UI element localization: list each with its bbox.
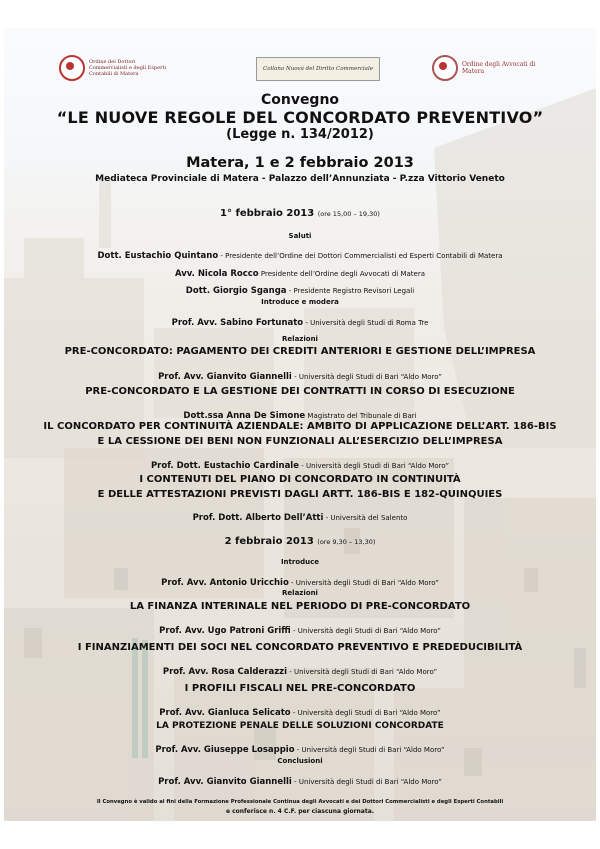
speaker-name: Prof. Avv. Giuseppe Losappio — [155, 745, 295, 755]
talk-topic: PRE-CONCORDATO E LA GESTIONE DEI CONTRATTI IN CORSO DI ESECUZIONE — [85, 386, 515, 397]
speaker-name: Prof. Avv. Antonio Uricchio — [161, 578, 289, 588]
talk-topic: I FINANZIAMENTI DEI SOCI NEL CONCORDATO PREVENTIVO E PREDEDUCIBILITÀ — [77, 642, 523, 653]
speaker-affiliation: Magistrato del Tribunale di Bari — [305, 412, 417, 420]
talk-topic: LA FINANZA INTERINALE NEL PERIODO DI PRE-CONCORDATO — [129, 601, 471, 612]
talk-speaker — [4, 659, 596, 678]
logo-collana — [256, 57, 380, 81]
talk-speaker — [4, 364, 596, 383]
saluti-row — [4, 278, 596, 297]
talk-topic: IL CONCORDATO PER CONTINUITÀ AZIENDALE: AMBITO DI APPLICAZIONE DELL’ART. 186-BIS — [43, 421, 557, 432]
speaker-affiliation: - Università degli Studi di Bari “Aldo Moro” — [291, 373, 442, 381]
talk-speaker — [4, 453, 596, 472]
day2-relazioni-label: Relazioni — [282, 589, 318, 597]
footer-note-line2: e conferisce n. 4 C.F. per ciascuna giornata. — [225, 808, 375, 815]
day1-relazioni-label: Relazioni — [282, 335, 318, 343]
speaker-affiliation: Presidente dell’Ordine degli Avvocati di Matera — [258, 270, 426, 278]
speaker-name: Prof. Avv. Gianluca Selicato — [159, 708, 291, 718]
logo-left-text: Ordine dei Dottori Commercialisti e degli Esperti Contabili di Matera — [89, 59, 167, 77]
talk-topic: I PROFILI FISCALI NEL PRE-CONCORDATO — [184, 683, 416, 694]
speaker-affiliation: - Università degli Studi di Bari “Aldo Moro” — [290, 627, 441, 635]
day2-intro-label: Introduce — [280, 558, 320, 566]
talk-speaker — [4, 700, 596, 719]
speaker-name: Prof. Avv. Ugo Patroni Griffi — [159, 626, 291, 636]
event-venue: Mediateca Provinciale di Matera - Palazzo dell’Annunziata - P.zza Vittorio Veneto — [95, 174, 505, 184]
logo-mid-text: Collana Nuova del Diritto Commerciale — [263, 66, 373, 72]
talk-topic: E DELLE ATTESTAZIONI PREVISTI DAGLI ARTT. 186-BIS E 182-QUINQUIES — [97, 489, 503, 500]
day2-conclusioni-label: Conclusioni — [277, 757, 323, 765]
poster — [4, 28, 596, 821]
speaker-affiliation: - Presidente dell’Ordine dei Dottori Commercialisti ed Esperti Contabili di Matera — [218, 252, 503, 260]
talk-speaker — [4, 618, 596, 637]
speaker-name: Prof. Avv. Gianvito Giannelli — [158, 372, 292, 382]
logo-ordine-commercialisti — [59, 53, 169, 83]
speaker-name: Prof. Avv. Sabino Fortunato — [171, 318, 304, 328]
day1-date: 1° febbraio 2013 — [220, 208, 315, 219]
day2-date: 2 febbraio 2013 — [224, 536, 314, 547]
event-place-date: Matera, 1 e 2 febbraio 2013 — [186, 155, 414, 171]
saluti-row — [4, 243, 596, 262]
logo-ordine-avvocati — [432, 53, 542, 83]
speaker-affiliation: - Università del Salento — [323, 514, 408, 522]
talk-topic: LA PROTEZIONE PENALE DELLE SOLUZIONI CONCORDATE — [156, 721, 444, 731]
talk-speaker — [4, 737, 596, 756]
seal-icon — [432, 55, 458, 81]
talk-topic: PRE-CONCORDATO: PAGAMENTO DEI CREDITI ANTERIORI E GESTIONE DELL’IMPRESA — [64, 346, 536, 357]
speaker-affiliation: - Università degli Studi di Bari “Aldo Moro” — [294, 746, 445, 754]
day2-date-line — [4, 536, 596, 547]
speaker-affiliation: - Università degli Studi di Bari “Aldo Moro” — [290, 709, 441, 717]
logos-bar — [4, 53, 596, 83]
speaker-name: Dott.ssa Anna De Simone — [183, 411, 306, 421]
day2-intro-row — [4, 570, 596, 589]
speaker-name: Prof. Dott. Eustachio Cardinale — [150, 461, 299, 471]
day1-date-line — [4, 208, 596, 219]
header-convegno: Convegno — [260, 92, 340, 108]
speaker-affiliation: - Presidente Registro Revisori Legali — [286, 287, 415, 295]
header-title: “LE NUOVE REGOLE DEL CONCORDATO PREVENTIVO” — [56, 108, 544, 127]
talk-topic: E LA CESSIONE DEI BENI NON FUNZIONALI ALL’ESERCIZIO DELL’IMPRESA — [97, 436, 503, 447]
day1-time: (ore 15,00 – 19,30) — [317, 210, 380, 218]
footer-note-line1: Il Convegno è valido ai fini della Formazione Professionale Continua degli Avvocati e dei Dottori Commercialisti e degli Esperti Contabili — [96, 799, 504, 805]
poster-content — [4, 28, 596, 821]
day1-saluti-label: Saluti — [288, 232, 312, 240]
speaker-name: Prof. Avv. Gianvito Giannelli — [158, 777, 292, 787]
talk-speaker — [4, 403, 596, 422]
day2-conclusioni-row — [4, 769, 596, 788]
day2-time: (ore 9,30 – 13,30) — [317, 538, 376, 546]
speaker-affiliation: - Università degli Studi di Bari “Aldo Moro” — [291, 778, 442, 786]
speaker-name: Prof. Avv. Rosa Calderazzi — [162, 667, 288, 677]
header-law: (Legge n. 134/2012) — [226, 127, 374, 142]
speaker-name: Avv. Nicola Rocco — [174, 269, 259, 279]
speaker-name: Prof. Dott. Alberto Dell’Atti — [192, 513, 324, 523]
speaker-name: Dott. Eustachio Quintano — [97, 251, 219, 261]
speaker-affiliation: - Università degli Studi di Bari “Aldo Moro” — [287, 668, 438, 676]
speaker-affiliation: - Università degli Studi di Bari “Aldo Moro” — [298, 462, 450, 470]
speaker-affiliation: - Università degli Studi di Roma Tre — [303, 319, 429, 327]
day1-intro-row — [4, 310, 596, 329]
logo-right-text: Ordine degli Avvocati di Matera — [462, 61, 536, 75]
talk-topic: I CONTENUTI DEL PIANO DI CONCORDATO IN CONTINUITÀ — [139, 474, 461, 485]
seal-icon — [59, 55, 85, 81]
day1-intro-label: Introduce e modera — [261, 298, 339, 306]
speaker-affiliation: - Università degli Studi di Bari “Aldo Moro” — [288, 579, 439, 587]
talk-speaker — [4, 505, 596, 524]
speaker-name: Dott. Giorgio Sganga — [185, 286, 287, 296]
